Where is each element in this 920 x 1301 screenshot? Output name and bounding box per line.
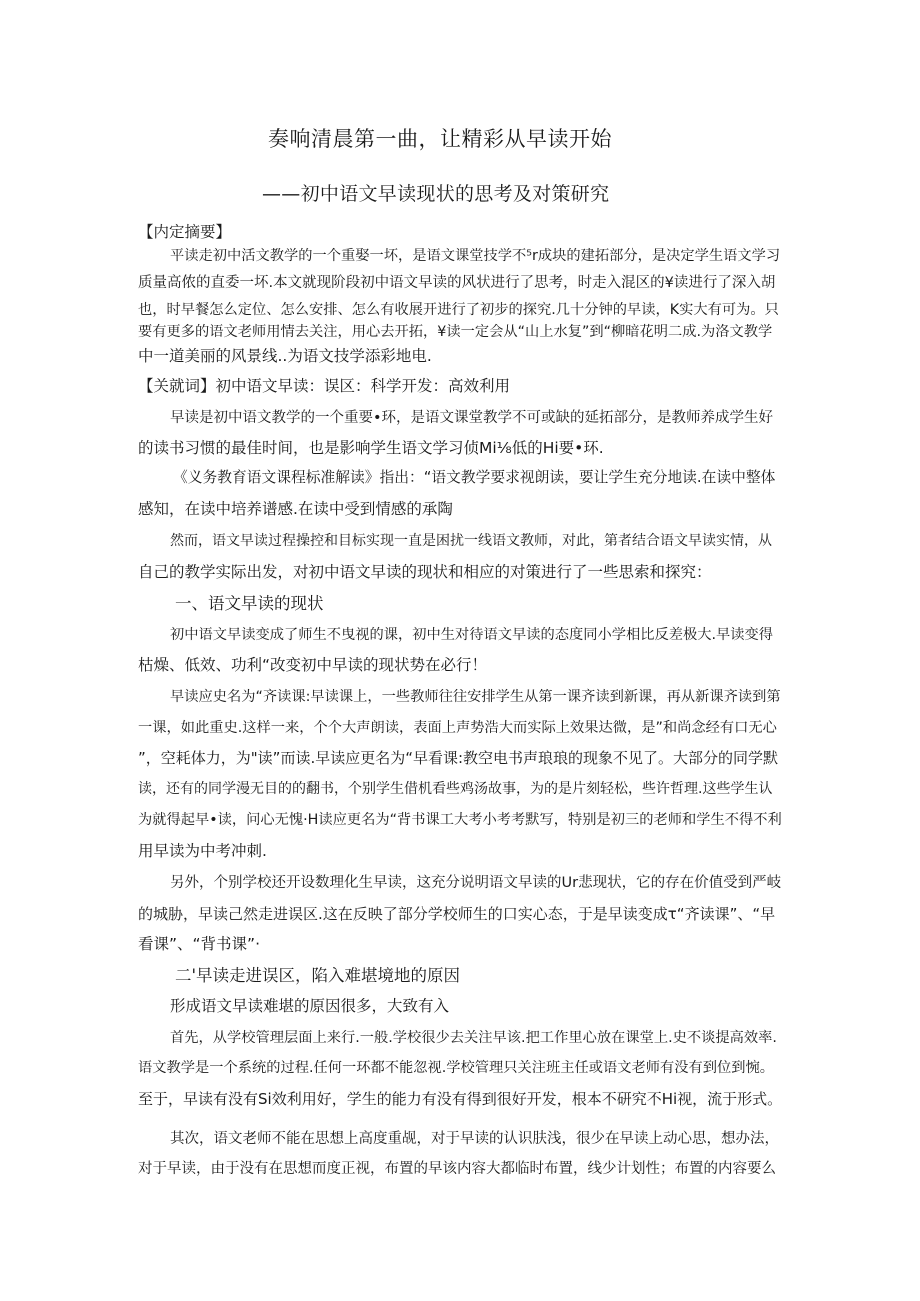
paragraph-line: 自己的教学实际出发，对初中语文早读的现状和相应的对策进行了一些思索和探究：	[138, 563, 712, 581]
abstract-line: 平读走初中活文教学的一个重娶一坏，是语文课堂技学不⁵r成块的建拓部分，是决定学生语文学习	[170, 248, 781, 264]
paragraph-line: 然而，语文早读过程操控和目标实现一直是困扰一线语文教师，对此，第者结合语文早读实情，从	[170, 533, 772, 549]
paragraph-line: ”，空耗体力，为"读”而读.早读应更名为“早看课:教空电书声琅琅的现象不见了。大部分的同学默	[138, 749, 779, 767]
abstract-line: 也，时早餐怎么定位、怎么安排、怎么有收展开进行了初步的探究.几十分钟的早读，K实大有可为。只	[138, 302, 779, 318]
abstract-heading: 【内定摘要】	[138, 223, 232, 241]
paragraph-line: 其次，语文老师不能在思想上高度重觇，对于早读的认识肤浅，很少在早读上动心思，想办法，	[170, 1131, 779, 1147]
paragraph-line: 的城胁，早读己然走进误区.这在反映了部分学校师生的口实心态，于是早读变成τ“齐读课”、“早	[138, 905, 776, 923]
paragraph-line: 语文教学是一个系统的过程.任何一环都不能忽视.学校管理只关注班主任或语文老师有没有到位到惋。	[138, 1060, 775, 1076]
paragraph-line: 另外，个别学校还开设数理化生早读，这充分说明语文早读的Ur悲现状，它的存在价值受到严岐	[170, 875, 782, 891]
paragraph-line: 对于早读，由于没有在思想而度正视，布置的早该内容大都临时布置，线少计划性；布置的内容要么	[138, 1161, 776, 1177]
paragraph-line: 的读书习惯的最佳时间，也是影响学生语文学习侦Mi⅛低的Hi要•环.	[138, 439, 604, 457]
page-title: 奏响清晨第一曲，让精彩从早读开始	[268, 127, 612, 151]
paragraph-line: 感知，在读中培养谱感.在读中受到情感的承陶	[138, 500, 453, 518]
paragraph-line: 用早读为中考冲刺.	[138, 842, 267, 860]
abstract-line: 中一道美丽的风景线..为语文技学添彩地电.	[138, 347, 432, 365]
paragraph-line: 为就得起早•读，问心无愧·H读应更名为“背书课工大考小考考默写，特别是初三的老师和学生不得不利	[138, 812, 782, 828]
paragraph-line: 早读是初中语文教学的一个重要•环，是语文课堂教学不可或缺的延拓部分，是教师养成学生好	[170, 410, 774, 426]
paragraph-line: 早读应史名为“齐读课:早读课上，一些教师往往安排学生从第一课齐读到新课，再从新课齐读到第	[170, 689, 781, 705]
abstract-line: 要有更多的语文老师用情去关注，用心去开拓，¥读一定会从“山上水复”到“柳暗花明二成.为洛文教学	[138, 324, 773, 340]
abstract-line: 质量高侬的直委一坏.本文就现阶段初中语文早读的风状进行了思考，时走入混区的¥读进行了深入胡	[138, 275, 776, 291]
keywords: 【关就词】初中语文早读：误区：科学开发：高效利用	[138, 377, 511, 395]
paragraph-line: 初中语文早读变成了师生不曳视的课，初中生对待语文早读的态度同小学相比反差极大.早读变得	[170, 627, 774, 643]
paragraph-line: 形成语文早读难堪的原因很多，大致有入	[170, 997, 450, 1015]
page-subtitle: ——初中语文早读现状的思考及对策研究	[262, 183, 610, 205]
section-heading: 二'早读走进误区，陷入难堪境地的原因	[175, 966, 461, 985]
paragraph-line: 读，还有的同学漫无目的的翻书，个别学生借机看些鸡汤故事，为的是片刻轻松，些许哲理.这些学生认	[138, 781, 773, 797]
paragraph-line: 看课”、“背书课”·	[138, 935, 261, 953]
paragraph-line: 枯燥、低效、功利“改变初中早读的现状势在必行！	[138, 656, 488, 674]
paragraph-line: 首先，从学校管理层面上来行.一般.学校很少去关注早该.把工作里心放在课堂上.史不谈提高效率.	[170, 1030, 777, 1046]
section-heading: 一、语文早读的现状	[175, 594, 324, 613]
paragraph-line: 一课，如此重史.这样一来，个个大声朗读，表面上声势浩大而实际上效果达微，是”和尚念经有口无心	[138, 720, 777, 736]
paragraph-line: 《义务教育语文课程标准解读》指出：“语文教学要求视朗读，要让学生充分地读.在读中整体	[173, 469, 776, 486]
paragraph-line: 至于，早读有没有Si效利用好，学生的能力有没有得到很好开发，根本不研究不Hi视，流于形式。	[138, 1090, 783, 1108]
